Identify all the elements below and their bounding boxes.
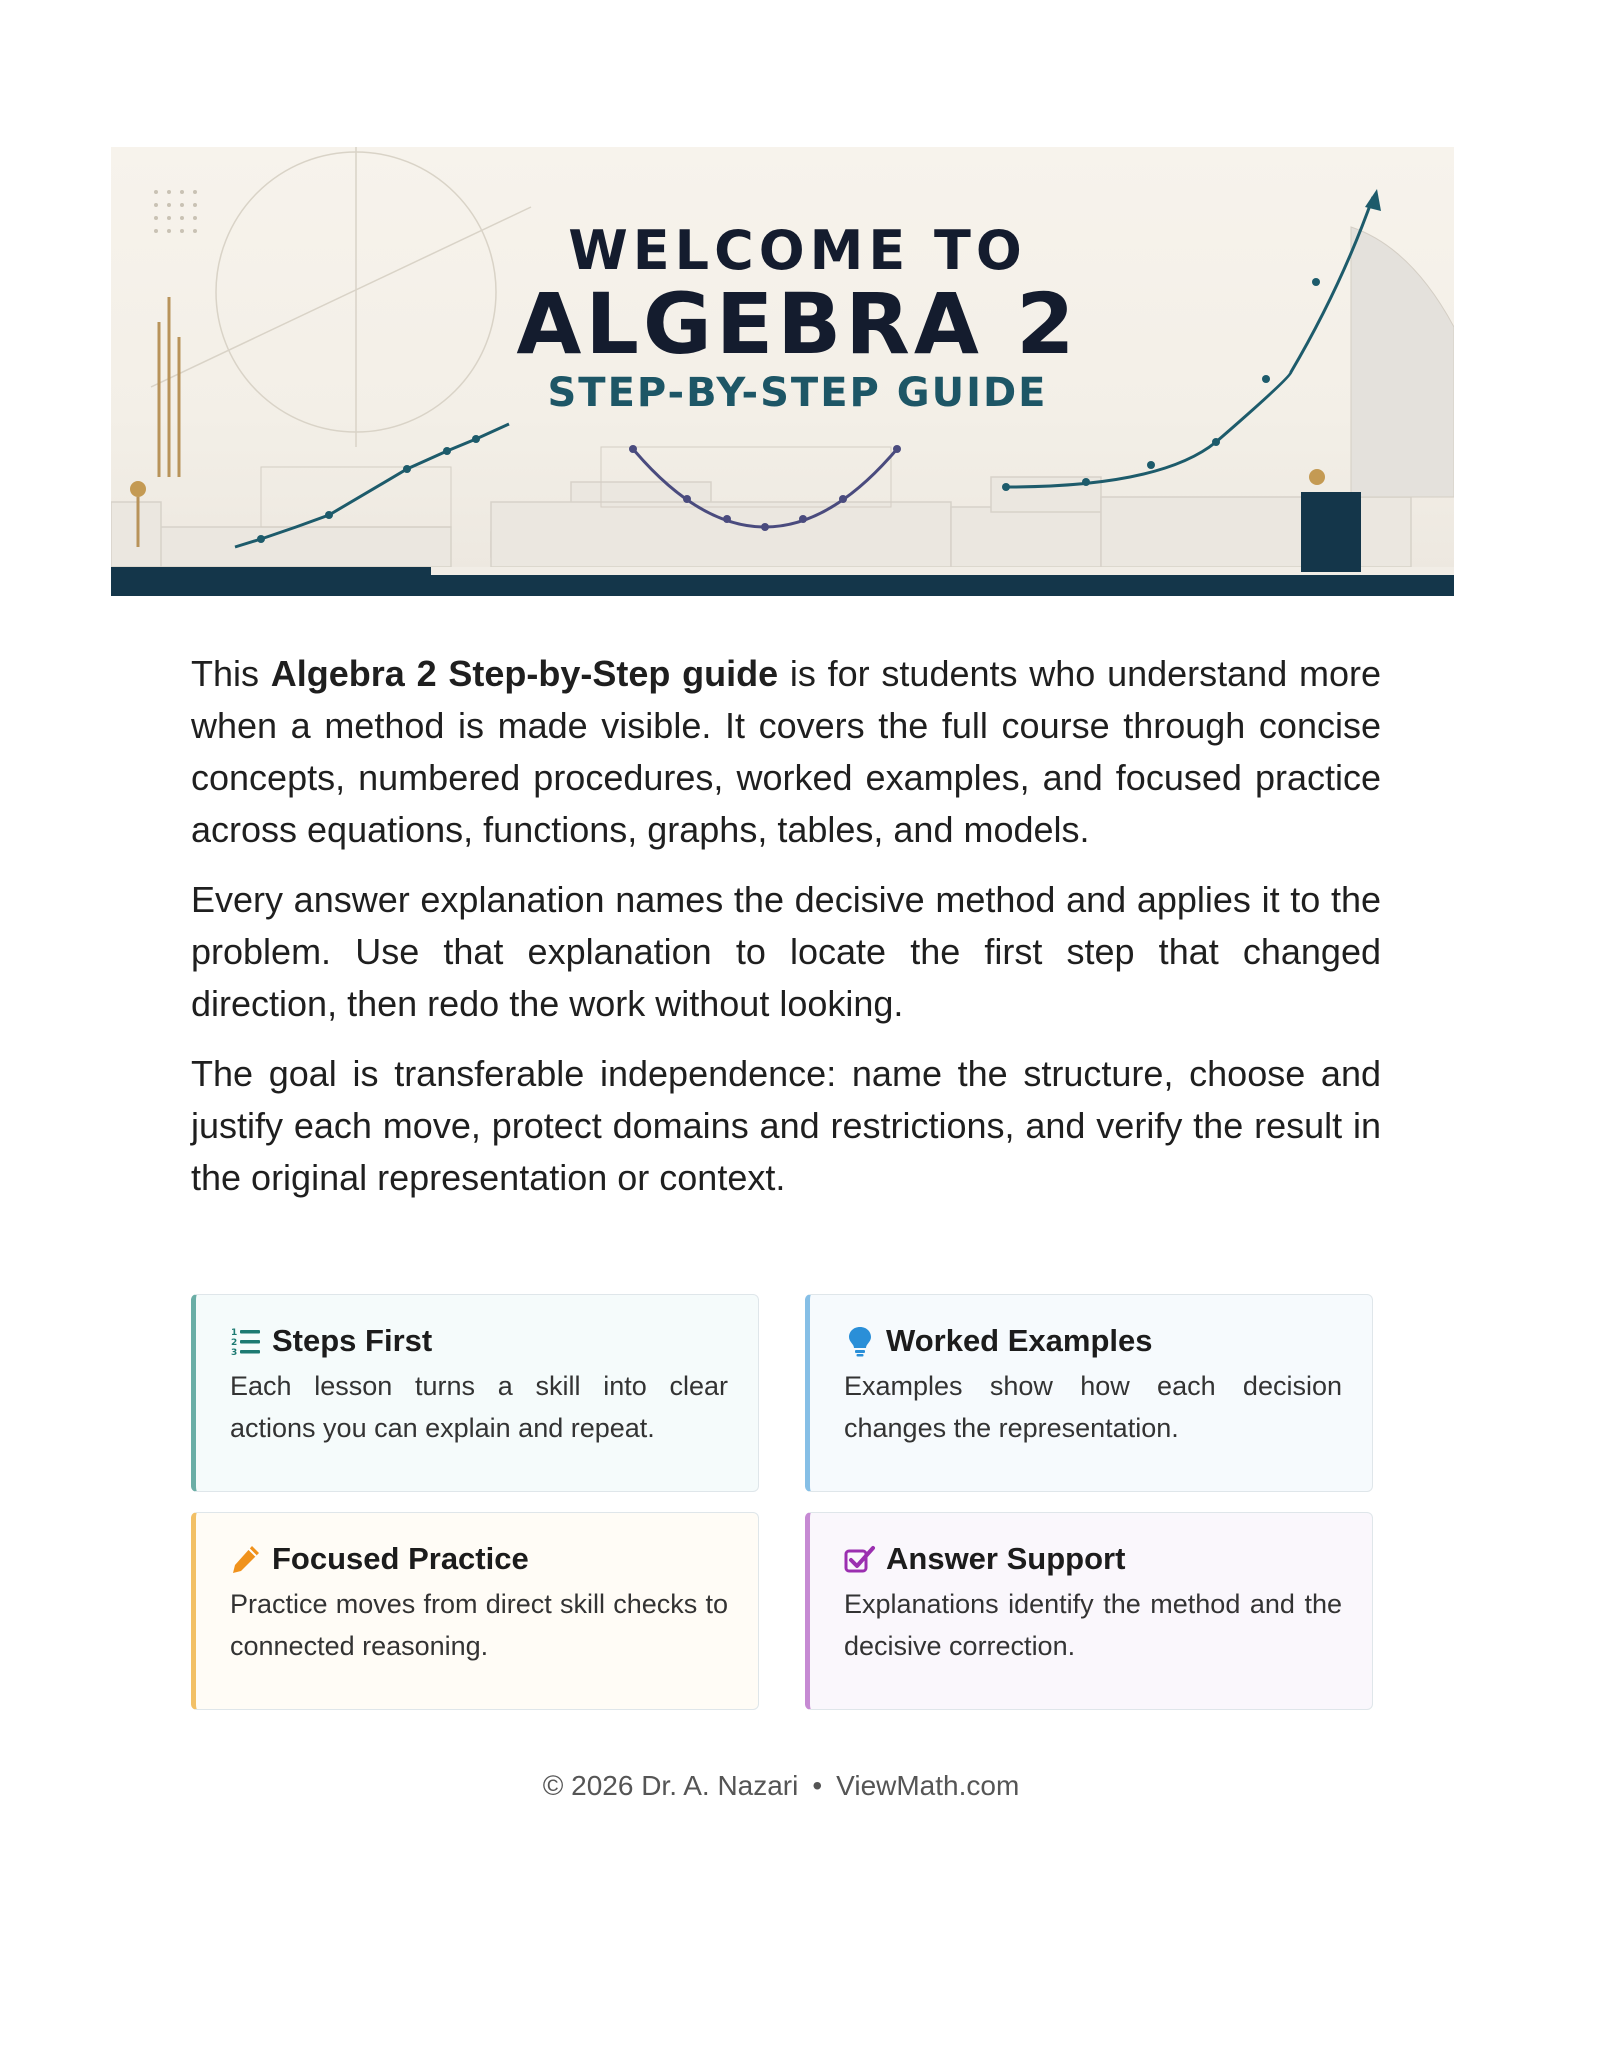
guide-name: Algebra 2 Step-by-Step guide bbox=[270, 653, 779, 694]
card-title: Worked Examples bbox=[886, 1323, 1153, 1358]
gold-sphere-left bbox=[130, 481, 146, 497]
pencil-icon bbox=[230, 1543, 262, 1575]
double-check-icon bbox=[844, 1543, 876, 1575]
card-description: Examples show how each decision changes the representation. bbox=[844, 1371, 1342, 1443]
svg-text:1: 1 bbox=[231, 1328, 238, 1338]
copyright-text: © 2026 Dr. A. Nazari bbox=[542, 1770, 799, 1801]
site-link[interactable]: ViewMath.com bbox=[836, 1770, 1020, 1801]
banner-course-title: ALGEBRA 2 bbox=[516, 275, 1079, 373]
hero-banner bbox=[111, 147, 1454, 596]
intro-paragraph-2: Every answer explanation names the decisive method and applies it to the problem. Use that explanation to locate the first step that changed direction, then redo the work without looking. bbox=[191, 879, 1381, 1024]
arrow-head bbox=[1365, 189, 1381, 211]
banner-welcome-text: WELCOME TO bbox=[568, 219, 1027, 282]
intro-paragraph-1 bbox=[191, 648, 1381, 856]
card-steps-first bbox=[191, 1294, 759, 1492]
card-worked-examples bbox=[805, 1294, 1373, 1492]
intro-text: is for students who understand more when a method is made visible. It covers the full course through concise concepts, numbered procedures, worked examples, and focused practice across equations, functions, graphs, tables, and models. bbox=[191, 653, 1382, 850]
banner-subtitle: STEP-BY-STEP GUIDE bbox=[547, 370, 1048, 416]
card-answer-support bbox=[805, 1512, 1373, 1710]
card-focused-practice bbox=[191, 1512, 759, 1710]
intro-text: This bbox=[191, 653, 271, 694]
card-title: Steps First bbox=[272, 1323, 433, 1358]
svg-text:3: 3 bbox=[231, 1348, 238, 1357]
card-description: Explanations identify the method and the decisive correction. bbox=[844, 1589, 1342, 1661]
lightbulb-icon bbox=[844, 1325, 876, 1357]
card-description: Each lesson turns a skill into clear actions you can explain and repeat. bbox=[230, 1371, 728, 1443]
card-description: Practice moves from direct skill checks to connected reasoning. bbox=[230, 1589, 728, 1661]
gold-sphere-right bbox=[1309, 469, 1325, 485]
numbered-list-icon bbox=[230, 1325, 262, 1357]
svg-text:2: 2 bbox=[231, 1338, 238, 1348]
footer-separator: • bbox=[812, 1770, 823, 1801]
intro-section bbox=[191, 648, 1381, 1222]
intro-paragraph-3: The goal is transferable independence: name the structure, choose and justify each move, protect domains and restrictions, and verify the result in the original representation or context. bbox=[191, 1053, 1381, 1198]
footer bbox=[0, 1770, 1562, 1802]
card-title: Answer Support bbox=[886, 1541, 1126, 1576]
card-title: Focused Practice bbox=[272, 1541, 529, 1576]
